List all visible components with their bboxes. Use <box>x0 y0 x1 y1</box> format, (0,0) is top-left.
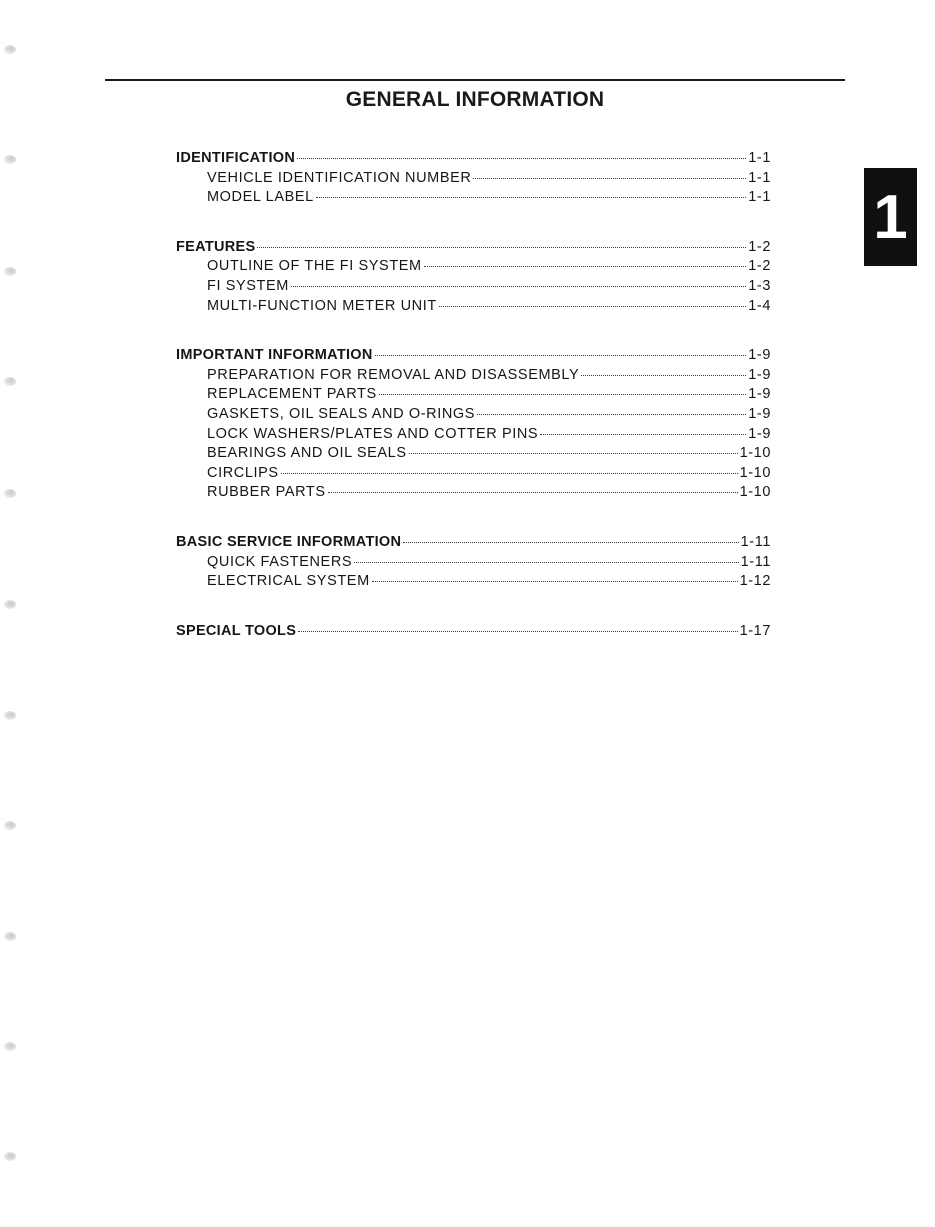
toc-page-number: 1-3 <box>748 277 771 294</box>
toc-item <box>176 554 771 574</box>
toc-entry-label: FEATURES <box>176 238 256 255</box>
dot-leader <box>298 631 737 632</box>
toc-item <box>176 573 771 593</box>
dot-leader <box>540 434 746 435</box>
binder-hole <box>4 377 16 386</box>
binder-hole <box>4 821 16 830</box>
toc-page-number: 1-11 <box>740 553 771 570</box>
dot-leader <box>477 414 746 415</box>
toc-entry-label: MODEL LABEL <box>207 189 314 206</box>
toc-section <box>176 347 771 504</box>
table-of-contents <box>176 150 771 672</box>
binder-hole <box>4 711 16 720</box>
toc-section <box>176 150 771 209</box>
toc-page-number: 1-11 <box>740 533 771 550</box>
toc-item <box>176 189 771 209</box>
toc-heading <box>176 239 771 259</box>
dot-leader <box>281 473 738 474</box>
toc-section <box>176 534 771 593</box>
binder-hole <box>4 1152 16 1161</box>
chapter-tab <box>864 168 917 266</box>
toc-page-number: 1-10 <box>739 445 771 462</box>
toc-item <box>176 298 771 318</box>
toc-entry-label: ELECTRICAL SYSTEM <box>207 573 370 590</box>
toc-item <box>176 465 771 485</box>
toc-page-number: 1-9 <box>748 425 771 442</box>
toc-item <box>176 406 771 426</box>
toc-entry-label: QUICK FASTENERS <box>207 553 353 570</box>
toc-page-number: 1-9 <box>748 405 771 422</box>
dot-leader <box>372 581 738 582</box>
toc-item <box>176 445 771 465</box>
toc-item <box>176 426 771 446</box>
toc-page-number: 1-2 <box>748 238 771 255</box>
toc-entry-label: FI SYSTEM <box>207 277 289 294</box>
chapter-number: 1 <box>873 182 908 252</box>
toc-entry-label: IMPORTANT INFORMATION <box>176 347 373 364</box>
toc-page-number: 1-1 <box>748 150 771 166</box>
toc-page-number: 1-17 <box>739 622 771 639</box>
toc-heading <box>176 534 771 554</box>
toc-entry-label: SPECIAL TOOLS <box>176 622 297 639</box>
toc-item <box>176 484 771 504</box>
dot-leader <box>297 158 746 159</box>
dot-leader <box>473 178 746 179</box>
toc-item <box>176 258 771 278</box>
dot-leader <box>354 562 738 563</box>
toc-heading <box>176 150 771 170</box>
dot-leader <box>379 394 746 395</box>
toc-entry-label: BASIC SERVICE INFORMATION <box>176 533 402 550</box>
toc-page-number: 1-10 <box>739 484 771 501</box>
toc-entry-label: VEHICLE IDENTIFICATION NUMBER <box>207 169 472 186</box>
toc-entry-label: LOCK WASHERS/PLATES AND COTTER PINS <box>207 425 539 442</box>
toc-page-number: 1-1 <box>748 189 771 206</box>
dot-leader <box>439 306 746 307</box>
toc-entry-label: REPLACEMENT PARTS <box>207 386 377 403</box>
toc-entry-label: CIRCLIPS <box>207 464 279 481</box>
binder-hole <box>4 932 16 941</box>
dot-leader <box>316 197 746 198</box>
toc-item <box>176 170 771 190</box>
dot-leader <box>375 355 747 356</box>
toc-entry-label: OUTLINE OF THE FI SYSTEM <box>207 258 422 275</box>
binder-hole <box>4 45 16 54</box>
binder-hole <box>4 600 16 609</box>
toc-item <box>176 386 771 406</box>
toc-entry-label: BEARINGS AND OIL SEALS <box>207 445 407 462</box>
dot-leader <box>328 492 738 493</box>
header-rule <box>105 79 845 81</box>
dot-leader <box>424 266 746 267</box>
toc-page-number: 1-9 <box>748 347 771 364</box>
toc-page-number: 1-9 <box>748 386 771 403</box>
toc-heading <box>176 347 771 367</box>
binder-hole <box>4 155 16 164</box>
toc-item <box>176 278 771 298</box>
dot-leader <box>409 453 738 454</box>
toc-section <box>176 623 771 643</box>
toc-section <box>176 239 771 317</box>
page-title: GENERAL INFORMATION <box>345 88 605 111</box>
binder-hole <box>4 489 16 498</box>
toc-page-number: 1-1 <box>748 169 771 186</box>
toc-entry-label: MULTI-FUNCTION METER UNIT <box>207 297 437 314</box>
binder-hole <box>4 1042 16 1051</box>
dot-leader <box>581 375 746 376</box>
dot-leader <box>403 542 738 543</box>
toc-heading <box>176 623 771 643</box>
toc-entry-label: GASKETS, OIL SEALS AND O-RINGS <box>207 405 476 422</box>
toc-entry-label: IDENTIFICATION <box>176 150 296 166</box>
toc-entry-label: PREPARATION FOR REMOVAL AND DISASSEMBLY <box>207 366 580 383</box>
toc-page-number: 1-2 <box>748 258 771 275</box>
toc-entry-label: RUBBER PARTS <box>207 484 326 501</box>
dot-leader <box>291 286 746 287</box>
toc-page-number: 1-10 <box>739 464 771 481</box>
toc-page-number: 1-9 <box>748 366 771 383</box>
binder-hole <box>4 267 16 276</box>
toc-page-number: 1-4 <box>748 297 771 314</box>
dot-leader <box>257 247 746 248</box>
toc-item <box>176 367 771 387</box>
toc-page-number: 1-12 <box>739 573 771 590</box>
